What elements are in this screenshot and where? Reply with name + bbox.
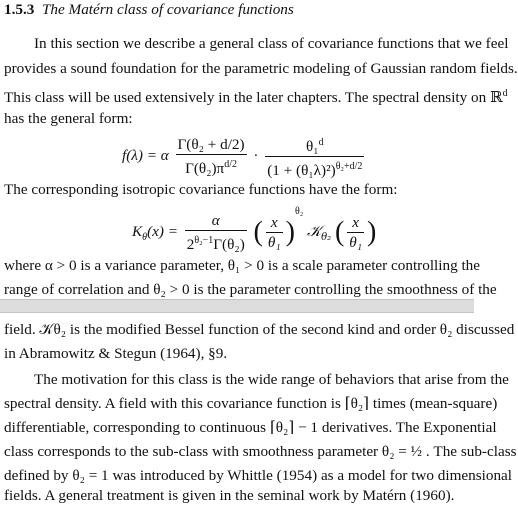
para3-line-1: where α > 0 is a variance parameter, θ₁ > 0 is a scale parameter controlling the: [4, 257, 481, 274]
eq1-frac1-den-sup: d/2: [224, 159, 237, 171]
eq2-lhs-arg: (x) =: [147, 223, 178, 240]
para1-line-3: [4, 84, 508, 108]
eq2-open-paren-1: (: [253, 216, 263, 248]
eq2-close-paren-1: ): [285, 216, 295, 248]
eq2-close-paren-2: ): [367, 216, 377, 248]
para4-line-1: field. 𝒦θ₂ is the modified Bessel function of the second kind and order θ₂ discussed: [4, 321, 515, 338]
covariance-equation: [132, 206, 376, 254]
eq2-frac-den-sup: θ₂−1: [194, 234, 214, 246]
eq2-frac-den-base: 2: [186, 236, 195, 254]
para5-line-5: defined by θ₂ = 1 was introduced by Whittle (1954) as a model for two dimensional: [4, 467, 513, 484]
page-break-divider: [0, 299, 474, 313]
eq2-ratio-2-num: x: [352, 214, 360, 232]
eq1-frac2-den-sup: θ₂+d/2: [335, 161, 363, 173]
eq2-lhs: [132, 223, 178, 244]
eq1-frac1-den: [176, 154, 247, 178]
eq2-ratio-1-den: θ₁: [267, 234, 281, 252]
eq2-lhs-sub: θ: [142, 232, 148, 244]
para2-line: The corresponding isotropic covariance functions have the form:: [4, 181, 398, 198]
para1-line-4: has the general form:: [4, 110, 133, 127]
para1-line-3-sup: d: [502, 88, 508, 99]
para5-line-3: differentiable, corresponding to continuous ⌈θ₂⌉ − 1 derivatives. The Exponential: [4, 419, 497, 436]
para5-line-2: spectral density. A field with this covariance function is ⌈θ₂⌉ times (mean-square): [4, 395, 498, 412]
eq2-frac-den: [185, 230, 247, 254]
eq1-frac2-num-base: θ₁: [306, 138, 319, 156]
para1-line-3-text: This class will be used extensively in the later chapters. The spectral density on ℝ: [4, 89, 503, 107]
eq1-frac1-den-base: Γ(θ₂)π: [185, 160, 225, 178]
eq2-ratio-2-den: θ₁: [349, 234, 363, 252]
eq2-frac-num: α: [211, 211, 220, 229]
section-heading: [4, 0, 294, 20]
eq2-bessel-sub: θ₂: [321, 232, 332, 244]
eq1-fraction-2: [265, 133, 364, 180]
section-title: The Matérn class of covariance functions: [41, 1, 294, 18]
eq2-power: θ₂: [294, 206, 304, 217]
eq2-bessel: [307, 222, 332, 244]
spectral-density-equation: [122, 133, 367, 180]
eq2-ratio-2: [347, 213, 364, 252]
para5-line-6: fields. A general treatment is given in the seminal work by Matérn (1960).: [4, 487, 455, 504]
eq1-frac2-den-base: (1 + (θ₁λ)²): [267, 162, 336, 180]
para4-line-2: in Abramowitz & Stegun (1964), §9.: [4, 345, 228, 362]
eq2-ratio-1-num: x: [270, 214, 278, 232]
eq2-ratio-1: [266, 213, 283, 252]
eq1-lhs: f(λ) = α: [122, 147, 169, 165]
eq2-lhs-k: K: [132, 223, 143, 240]
eq2-bessel-symbol: 𝒦: [307, 222, 322, 240]
eq2-frac-den-rest: Γ(θ₂): [213, 236, 245, 254]
para5-line-1: The motivation for this class is the wide range of behaviors that arise from the: [34, 371, 509, 388]
eq2-fraction: [185, 211, 247, 254]
eq1-fraction-1: [176, 135, 247, 178]
eq1-frac2-den: [265, 156, 364, 180]
eq1-dot: ·: [253, 147, 259, 165]
eq1-frac1-num: Γ(θ₂ + d/2): [177, 136, 245, 154]
para1-line-2: provides a sound foundation for the parametric modeling of Gaussian random fields.: [4, 60, 518, 77]
eq1-frac2-num: [265, 133, 364, 156]
eq2-open-paren-2: (: [334, 216, 345, 248]
para1-line-1: In this section we describe a general class of covariance functions that we feel: [34, 35, 509, 52]
para5-line-4: class corresponds to the sub-class with smoothness parameter θ₂ = ½ . The sub-class: [4, 443, 517, 460]
para3-line-2: range of correlation and θ₂ > 0 is the parameter controlling the smoothness of the: [4, 281, 497, 298]
eq1-frac2-num-sup: d: [318, 137, 324, 148]
section-number: 1.5.3: [4, 1, 35, 18]
